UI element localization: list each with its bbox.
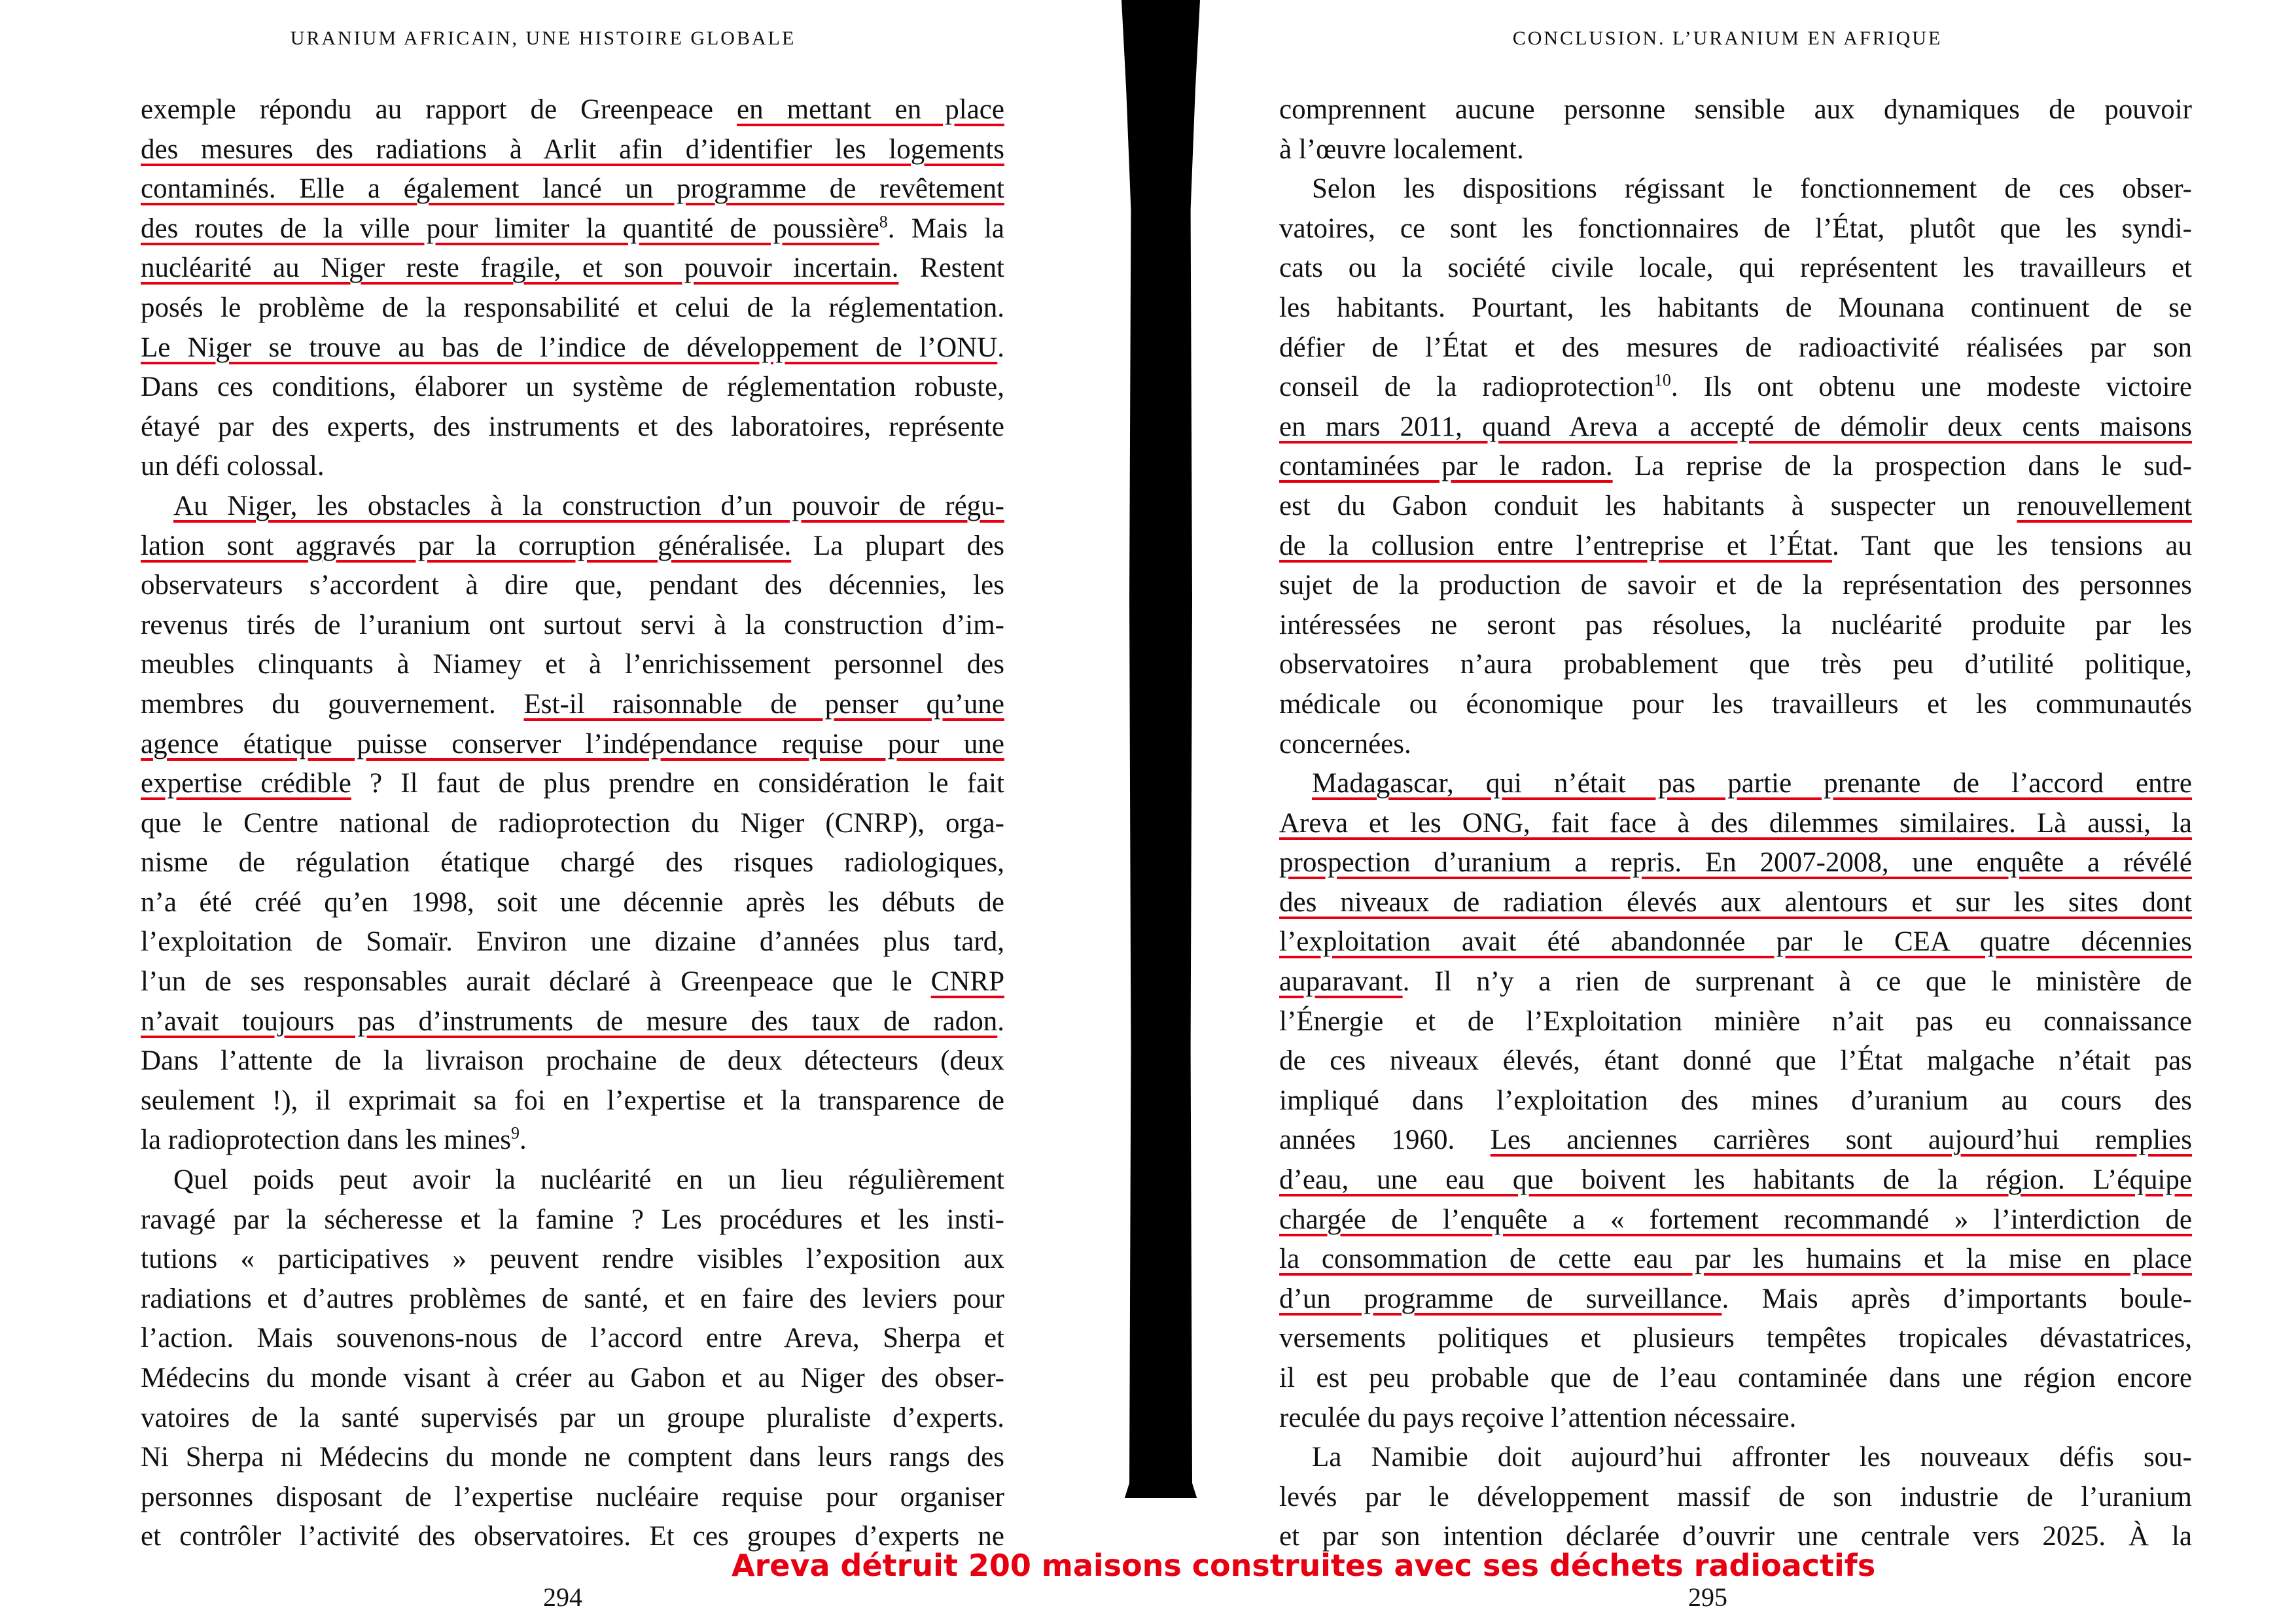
line-text: Quel poids peut avoir la nucléarité en un lieu régulièrement bbox=[173, 1164, 1004, 1196]
text-line bbox=[1279, 487, 2192, 527]
line-text: nisme de régulation étatique chargé des risques radiologiques, bbox=[141, 847, 1004, 879]
line-text: et par son intention déclarée d’ouvrir une centrale vers 2025. À la bbox=[1279, 1521, 2192, 1552]
text-line bbox=[1279, 169, 2192, 209]
text-line bbox=[1279, 606, 2192, 646]
line-text: revenus tirés de l’uranium ont surtout servi à la construction d’im- bbox=[141, 609, 1004, 640]
text-line bbox=[1279, 1121, 2192, 1161]
page-number-right: 295 bbox=[1688, 1582, 1727, 1612]
text-line bbox=[1279, 1359, 2192, 1399]
text-line bbox=[141, 883, 1004, 923]
line-text: l’action. Mais souvenons-nous de l’accord entre Areva, Sherpa et bbox=[141, 1323, 1004, 1354]
text-line bbox=[1279, 1200, 2192, 1240]
line-text: défier de l’État et des mesures de radioactivité réalisées par son bbox=[1279, 332, 2192, 363]
text-line bbox=[141, 843, 1004, 883]
line-text: intéressées ne seront pas résolues, la nucléarité produite par les bbox=[1279, 609, 2192, 640]
underlined-passage: contaminés. Elle a également lancé un programme de revêtement bbox=[141, 173, 1004, 205]
text-line bbox=[141, 1200, 1004, 1240]
line-text: concernées. bbox=[1279, 728, 1411, 759]
line-text: étayé par des experts, des instruments et des laboratoires, représente bbox=[141, 411, 1004, 442]
text-line bbox=[1279, 249, 2192, 288]
line-text: . Il n’y a rien de surprenant à ce que le ministère de bbox=[1402, 966, 2192, 998]
underlined-passage: des mesures des radiations à Arlit afin d’identifier les logements bbox=[141, 133, 1004, 165]
line-text: membres du gouvernement. bbox=[141, 688, 524, 720]
text-line bbox=[1279, 566, 2192, 606]
text-line bbox=[141, 962, 1004, 1002]
text-line bbox=[141, 1002, 1004, 1042]
text-line bbox=[141, 645, 1004, 685]
line-text: sujet de la production de savoir et de la représentation des personnes bbox=[1279, 570, 2192, 601]
text-line bbox=[1279, 130, 2192, 170]
text-line bbox=[1279, 725, 2192, 765]
line-text: vatoires de la santé supervisés par un groupe pluraliste d’experts. bbox=[141, 1402, 1004, 1433]
underlined-passage: lation sont aggravés par la corruption généralisée. bbox=[141, 530, 792, 561]
text-line bbox=[141, 1478, 1004, 1518]
line-text: Restent bbox=[898, 253, 1004, 284]
underlined-passage: prospection d’uranium a repris. En 2007-2008, une enquête a révélé bbox=[1279, 847, 2192, 879]
line-text: la radioprotection dans les mines bbox=[141, 1125, 512, 1156]
body-text-right bbox=[1279, 90, 2192, 1557]
text-line bbox=[1279, 1161, 2192, 1200]
line-text: comprennent aucune personne sensible aux dynamiques de pouvoir bbox=[1279, 94, 2192, 125]
underlined-passage: en mettant en place bbox=[737, 94, 1004, 125]
line-text: ? Il faut de plus prendre en considération le fait bbox=[351, 768, 1004, 799]
text-line bbox=[1279, 408, 2192, 447]
left-page bbox=[0, 0, 1112, 1623]
line-text: . Mais après d’importants boule- bbox=[1722, 1283, 2192, 1314]
line-text: exemple répondu au rapport de Greenpeace bbox=[141, 94, 737, 125]
text-line bbox=[1279, 962, 2192, 1002]
text-line bbox=[1279, 368, 2192, 408]
text-line bbox=[1279, 1478, 2192, 1518]
text-line bbox=[141, 1438, 1004, 1478]
line-text: Médecins du monde visant à créer au Gabon et au Niger des obser- bbox=[141, 1363, 1004, 1393]
line-text: tutions « participatives » peuvent rendre visibles l’exposition aux bbox=[141, 1244, 1004, 1275]
underlined-passage: d’eau, une eau que boivent les habitants de la région. L’équipe bbox=[1279, 1164, 2192, 1196]
running-head-right: CONCLUSION. L’URANIUM EN AFRIQUE bbox=[1512, 27, 1943, 49]
right-page bbox=[1217, 0, 2296, 1623]
underlined-passage: Est-il raisonnable de penser qu’une bbox=[523, 688, 1004, 720]
line-text: est du Gabon conduit les habitants à suspecter un bbox=[1279, 490, 2017, 521]
text-line bbox=[141, 1240, 1004, 1280]
text-line bbox=[1279, 843, 2192, 883]
line-text: La reprise de la prospection dans le sud- bbox=[1612, 451, 2193, 482]
text-line bbox=[1279, 1041, 2192, 1081]
underlined-passage: Areva et les ONG, fait face à des dilemmes similaires. Là aussi, la bbox=[1279, 807, 2192, 839]
text-line bbox=[1279, 328, 2192, 368]
line-text: et contrôler l’activité des observatoires. Et ces groupes d’experts ne bbox=[141, 1521, 1004, 1552]
text-line bbox=[141, 90, 1004, 130]
line-text: impliqué dans l’exploitation des mines d’uranium au cours des bbox=[1279, 1085, 2192, 1116]
line-text: . Mais la bbox=[887, 213, 1004, 244]
line-text: observatoires n’aura probablement que très peu d’utilité politique, bbox=[1279, 649, 2192, 680]
text-line bbox=[1279, 1240, 2192, 1280]
text-line bbox=[141, 685, 1004, 725]
text-line bbox=[141, 1121, 1004, 1161]
text-line bbox=[141, 1399, 1004, 1439]
line-text: années 1960. bbox=[1279, 1125, 1491, 1156]
text-line bbox=[1279, 883, 2192, 923]
line-text: Dans l’attente de la livraison prochaine de deux détecteurs (deux bbox=[141, 1045, 1004, 1077]
overlay-caption: Areva détruit 200 maisons construites avec ses déchets radioactifs bbox=[732, 1548, 1876, 1583]
underlined-passage: agence étatique puisse conserver l’indépendance requise pour une bbox=[141, 728, 1004, 759]
underlined-passage: Madagascar, qui n’était pas partie prenante de l’accord entre bbox=[1312, 768, 2192, 799]
line-text: versements politiques et plusieurs tempêtes tropicales dévastatrices, bbox=[1279, 1323, 2192, 1354]
text-line bbox=[1279, 804, 2192, 844]
text-line bbox=[1279, 288, 2192, 328]
text-line bbox=[141, 408, 1004, 447]
underlined-passage: Au Niger, les obstacles à la construction d’un pouvoir de régu- bbox=[173, 490, 1004, 521]
text-line bbox=[1279, 685, 2192, 725]
line-text: il est peu probable que de l’eau contaminée dans une région encore bbox=[1279, 1363, 2192, 1393]
line-text: vatoires, ce sont les fonctionnaires de l’État, plutôt que les syndi- bbox=[1279, 213, 2192, 244]
line-text: Dans ces conditions, élaborer un système de réglementation robuste, bbox=[141, 372, 1004, 403]
line-text: levés par le développement massif de son industrie de l’uranium bbox=[1279, 1481, 2192, 1512]
line-text: radiations et d’autres problèmes de santé, et en faire des leviers pour bbox=[141, 1283, 1004, 1314]
text-line bbox=[1279, 645, 2192, 685]
text-line bbox=[1279, 527, 2192, 567]
body-text-left bbox=[141, 90, 1004, 1557]
line-text: . Tant que les tensions au bbox=[1831, 530, 2192, 561]
underlined-passage: l’exploitation avait été abandonnée par le CEA quatre décennies bbox=[1279, 926, 2192, 958]
text-line bbox=[1279, 764, 2192, 804]
text-line bbox=[141, 1280, 1004, 1319]
text-line bbox=[1279, 1081, 2192, 1121]
underlined-passage: n’avait toujours pas d’instruments de mesure des taux de radon bbox=[141, 1005, 998, 1037]
line-text: de ces niveaux élevés, étant donné que l’État malgache n’était pas bbox=[1279, 1045, 2192, 1077]
text-line bbox=[141, 566, 1004, 606]
text-line bbox=[141, 1161, 1004, 1200]
text-line bbox=[141, 447, 1004, 487]
line-text: reculée du pays reçoive l’attention nécessaire. bbox=[1279, 1402, 1797, 1433]
text-line bbox=[141, 368, 1004, 408]
text-line bbox=[141, 328, 1004, 368]
text-line bbox=[141, 1081, 1004, 1121]
text-line bbox=[1279, 90, 2192, 130]
underlined-passage: Le Niger se trouve au bas de l’indice de développement de l’ONU bbox=[141, 332, 998, 363]
line-text: posés le problème de la responsabilité et celui de la réglementation. bbox=[141, 292, 1004, 323]
text-line bbox=[141, 1359, 1004, 1399]
footnote-ref: 9 bbox=[511, 1124, 520, 1143]
underlined-passage: Les anciennes carrières sont aujourd’hui remplies bbox=[1490, 1125, 2192, 1156]
line-text: médicale ou économique pour les travailleurs et les communautés bbox=[1279, 688, 2192, 720]
line-text: que le Centre national de radioprotection du Niger (CNRP), orga- bbox=[141, 807, 1004, 839]
line-text: . bbox=[997, 1005, 1004, 1037]
underlined-passage: renouvellement bbox=[2017, 490, 2192, 521]
line-text: n’a été créé qu’en 1998, soit une décennie après les débuts de bbox=[141, 886, 1004, 918]
underlined-passage: de la collusion entre l’entreprise et l’État bbox=[1279, 530, 1832, 561]
underlined-passage: contaminées par le radon. bbox=[1279, 451, 1613, 482]
text-line bbox=[1279, 447, 2192, 487]
underlined-passage: auparavant bbox=[1279, 966, 1403, 998]
text-line bbox=[141, 922, 1004, 962]
underlined-passage: nucléarité au Niger reste fragile, et son pouvoir incertain. bbox=[141, 253, 899, 284]
page-number-left: 294 bbox=[543, 1582, 582, 1612]
text-line bbox=[141, 130, 1004, 170]
line-text: un défi colossal. bbox=[141, 451, 325, 482]
text-line bbox=[1279, 1399, 2192, 1439]
book-gutter bbox=[1112, 0, 1217, 1623]
line-text: observateurs s’accordent à dire que, pendant des décennies, les bbox=[141, 570, 1004, 601]
text-line bbox=[141, 804, 1004, 844]
underlined-passage: la consommation de cette eau par les humains et la mise en place bbox=[1279, 1244, 2192, 1275]
text-line bbox=[1279, 922, 2192, 962]
underlined-passage: expertise crédible bbox=[141, 768, 351, 799]
text-line bbox=[141, 527, 1004, 567]
line-text: seulement !), il exprimait sa foi en l’expertise et la transparence de bbox=[141, 1085, 1004, 1116]
text-line bbox=[141, 169, 1004, 209]
text-line bbox=[141, 288, 1004, 328]
text-line bbox=[1279, 209, 2192, 249]
gutter-shadow bbox=[1122, 0, 1200, 1498]
text-line bbox=[141, 725, 1004, 765]
line-text: l’Énergie et de l’Exploitation minière n’ait pas eu connaissance bbox=[1279, 1005, 2192, 1037]
text-line bbox=[141, 1041, 1004, 1081]
text-line bbox=[1279, 1280, 2192, 1319]
line-text: à l’œuvre localement. bbox=[1279, 133, 1524, 165]
underlined-passage: des niveaux de radiation élevés aux alentours et sur les sites dont bbox=[1279, 886, 2192, 918]
text-line bbox=[141, 606, 1004, 646]
line-text: Ni Sherpa ni Médecins du monde ne comptent dans leurs rangs des bbox=[141, 1442, 1004, 1473]
underlined-passage: d’un programme de surveillance bbox=[1279, 1283, 1722, 1314]
line-text: conseil de la radioprotection bbox=[1279, 372, 1654, 403]
running-head-left: URANIUM AFRICAIN, UNE HISTOIRE GLOBALE bbox=[290, 27, 796, 49]
line-text: personnes disposant de l’expertise nucléaire requise pour organiser bbox=[141, 1481, 1004, 1512]
footnote-ref: 8 bbox=[879, 212, 888, 232]
line-text: meubles clinquants à Niamey et à l’enrichissement personnel des bbox=[141, 649, 1004, 680]
line-text: ravagé par la sécheresse et la famine ? Les procédures et les insti- bbox=[141, 1204, 1004, 1235]
line-text: . bbox=[520, 1125, 527, 1156]
text-line bbox=[141, 487, 1004, 527]
line-text: Selon les dispositions régissant le fonctionnement de ces obser- bbox=[1312, 173, 2192, 205]
underlined-passage: en mars 2011, quand Areva a accepté de démolir deux cents maisons bbox=[1279, 411, 2192, 442]
text-line bbox=[1279, 1319, 2192, 1359]
underlined-passage: CNRP bbox=[930, 966, 1004, 998]
footnote-ref: 10 bbox=[1653, 370, 1671, 390]
line-text: l’exploitation de Somaïr. Environ une dizaine d’années plus tard, bbox=[141, 926, 1004, 958]
line-text: . Ils ont obtenu une modeste victoire bbox=[1670, 372, 2192, 403]
underlined-passage: des routes de la ville pour limiter la quantité de poussière bbox=[141, 213, 879, 244]
text-line bbox=[1279, 1002, 2192, 1042]
line-text: La plupart des bbox=[791, 530, 1004, 561]
line-text: l’un de ses responsables aurait déclaré à Greenpeace que le bbox=[141, 966, 931, 998]
line-text: . bbox=[997, 332, 1004, 363]
text-line bbox=[141, 1319, 1004, 1359]
line-text: cats ou la société civile locale, qui représentent les travailleurs et bbox=[1279, 253, 2192, 284]
underlined-passage: chargée de l’enquête a « fortement recommandé » l’interdiction de bbox=[1279, 1204, 2192, 1235]
text-line bbox=[141, 249, 1004, 288]
text-line bbox=[1279, 1438, 2192, 1478]
text-line bbox=[141, 209, 1004, 249]
text-line bbox=[141, 764, 1004, 804]
line-text: La Namibie doit aujourd’hui affronter les nouveaux défis sou- bbox=[1312, 1442, 2192, 1473]
line-text: les habitants. Pourtant, les habitants de Mounana continuent de se bbox=[1279, 292, 2192, 323]
